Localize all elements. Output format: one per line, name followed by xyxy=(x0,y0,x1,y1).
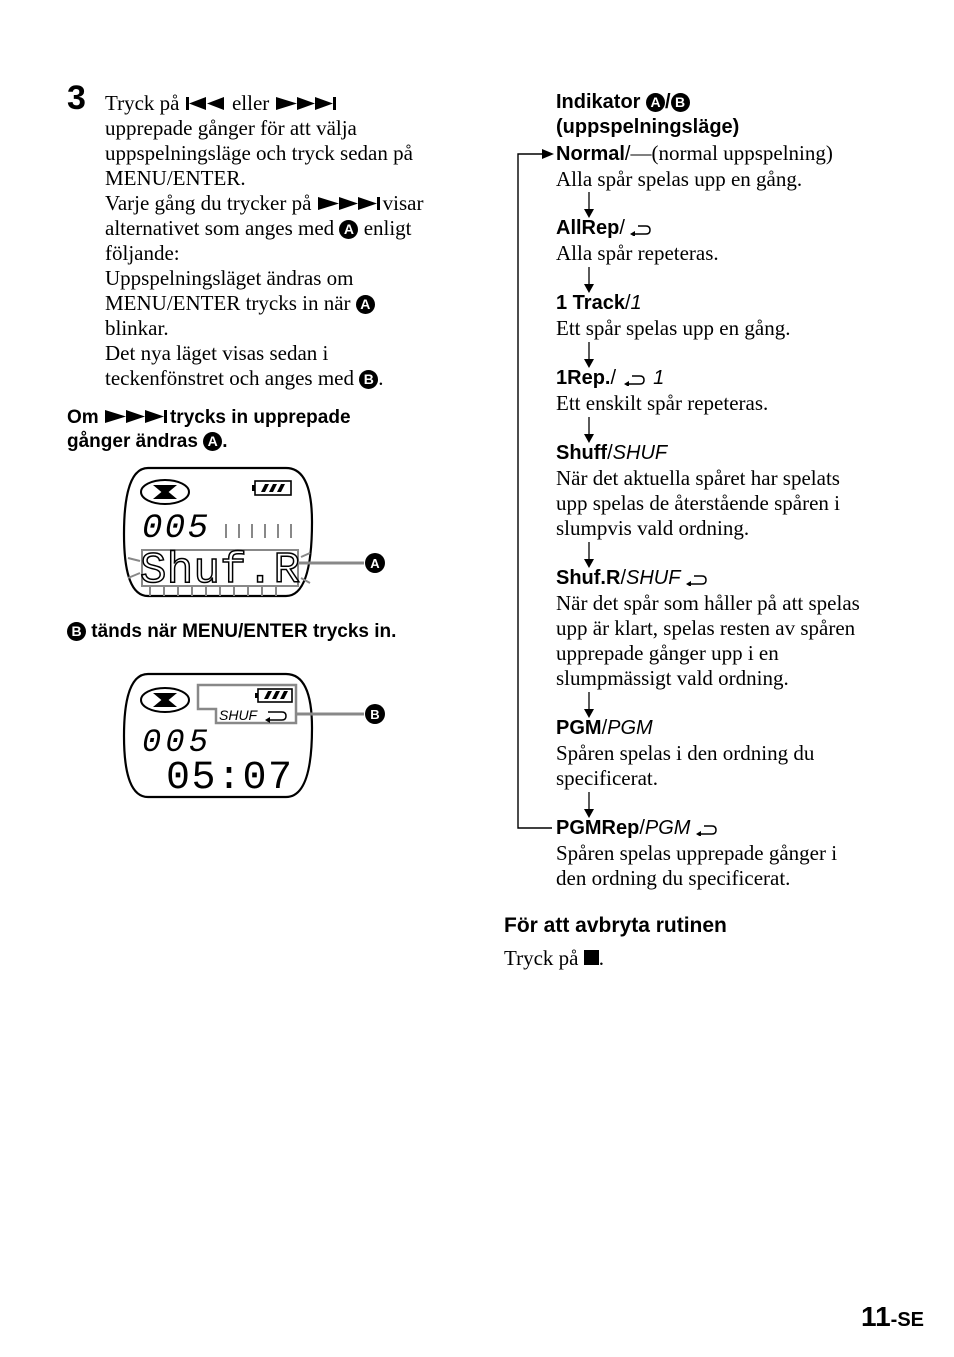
down-arrow-icon xyxy=(583,692,595,718)
cancel-instruction: Tryck på . xyxy=(504,946,604,970)
mode-allrep: AllRep/ Alla spår repeteras. xyxy=(556,217,719,265)
down-arrow-icon xyxy=(583,192,595,218)
label-a-badge: A xyxy=(356,295,375,314)
down-arrow-icon xyxy=(583,417,595,443)
indicator-title: Indikator A / B (uppspelningsläge) xyxy=(556,91,740,138)
repeat-icon xyxy=(696,822,720,836)
lcd-display-playing xyxy=(118,668,390,804)
repeat-icon xyxy=(622,372,648,386)
svg-text:B: B xyxy=(370,707,380,722)
mode-text: Shuf.R xyxy=(140,546,300,596)
step-instructions: Tryck på eller upprepade gånger för att välja uppspelningsläge och tryck sedan på MENU/ENTER. Varje gång du trycker på visar alternativet som anges med A enligt följande: Uppspelningsläget ändras om MENU/ENTER trycks in när A blinkar. Det nya läget visas sedan i teckenfönstret och anges med B . xyxy=(105,91,424,390)
battery-icon xyxy=(255,689,292,702)
skip-back-icon xyxy=(185,96,227,111)
down-arrow-icon xyxy=(583,542,595,568)
skip-forward-icon xyxy=(317,196,383,211)
label-a-badge: A xyxy=(646,93,665,112)
down-arrow-icon xyxy=(583,792,595,818)
mode-normal: Normal/—(normal uppspelning) Alla spår spelas upp en gång. xyxy=(556,141,833,191)
cycle-loop-arrow xyxy=(514,146,554,834)
svg-text:A: A xyxy=(370,556,380,571)
indicator-b-heading: B tänds när MENU/ENTER trycks in. xyxy=(67,620,467,644)
mode-pgm: PGM/PGM Spåren spelas i den ordning du specificerat. xyxy=(556,717,815,790)
label-a-badge: A xyxy=(203,432,222,451)
mode-shuf-r: Shuf.R/SHUF När det spår som håller på att spelas upp är klart, spelas resten av spåren upprepade gånger upp i en slumpmässigt vald ordning. xyxy=(556,567,860,690)
elapsed-time: 05:07 xyxy=(166,756,292,801)
repeat-icon xyxy=(686,572,710,586)
mode-1track: 1 Track/1 Ett spår spelas upp en gång. xyxy=(556,292,791,340)
shuffle-indicator: SHUF xyxy=(219,707,258,723)
page-number: 11-SE xyxy=(861,1301,924,1332)
repeat-press-heading: Om trycks in upprepade gånger ändras A . xyxy=(67,407,351,452)
track-number: 005 xyxy=(142,724,208,761)
label-a-badge: A xyxy=(339,220,358,239)
track-number: 005 xyxy=(142,510,208,548)
mode-1rep: 1Rep./ 1 Ett enskilt spår repeteras. xyxy=(556,367,769,415)
repeat-icon xyxy=(630,222,652,236)
down-arrow-icon xyxy=(583,267,595,293)
cancel-heading: För att avbryta rutinen xyxy=(504,914,727,937)
skip-forward-icon xyxy=(104,409,170,424)
lcd-display-shuffle-repeat xyxy=(118,462,390,607)
battery-icon xyxy=(252,481,291,495)
label-b-badge: B xyxy=(671,93,690,112)
stop-icon xyxy=(584,950,599,965)
mode-shuff: Shuff/SHUF När det aktuella spåret har spelats upp spelas de återstående spåren i slumpvis vald ordning. xyxy=(556,442,840,540)
skip-forward-icon xyxy=(275,96,339,111)
step-number: 3 xyxy=(67,79,86,117)
down-arrow-icon xyxy=(583,342,595,368)
label-b-badge: B xyxy=(67,622,86,641)
mode-pgmrep: PGMRep/PGM Spåren spelas upprepade gånger i den ordning du specificerat. xyxy=(556,817,838,890)
label-b-badge: B xyxy=(359,370,378,389)
